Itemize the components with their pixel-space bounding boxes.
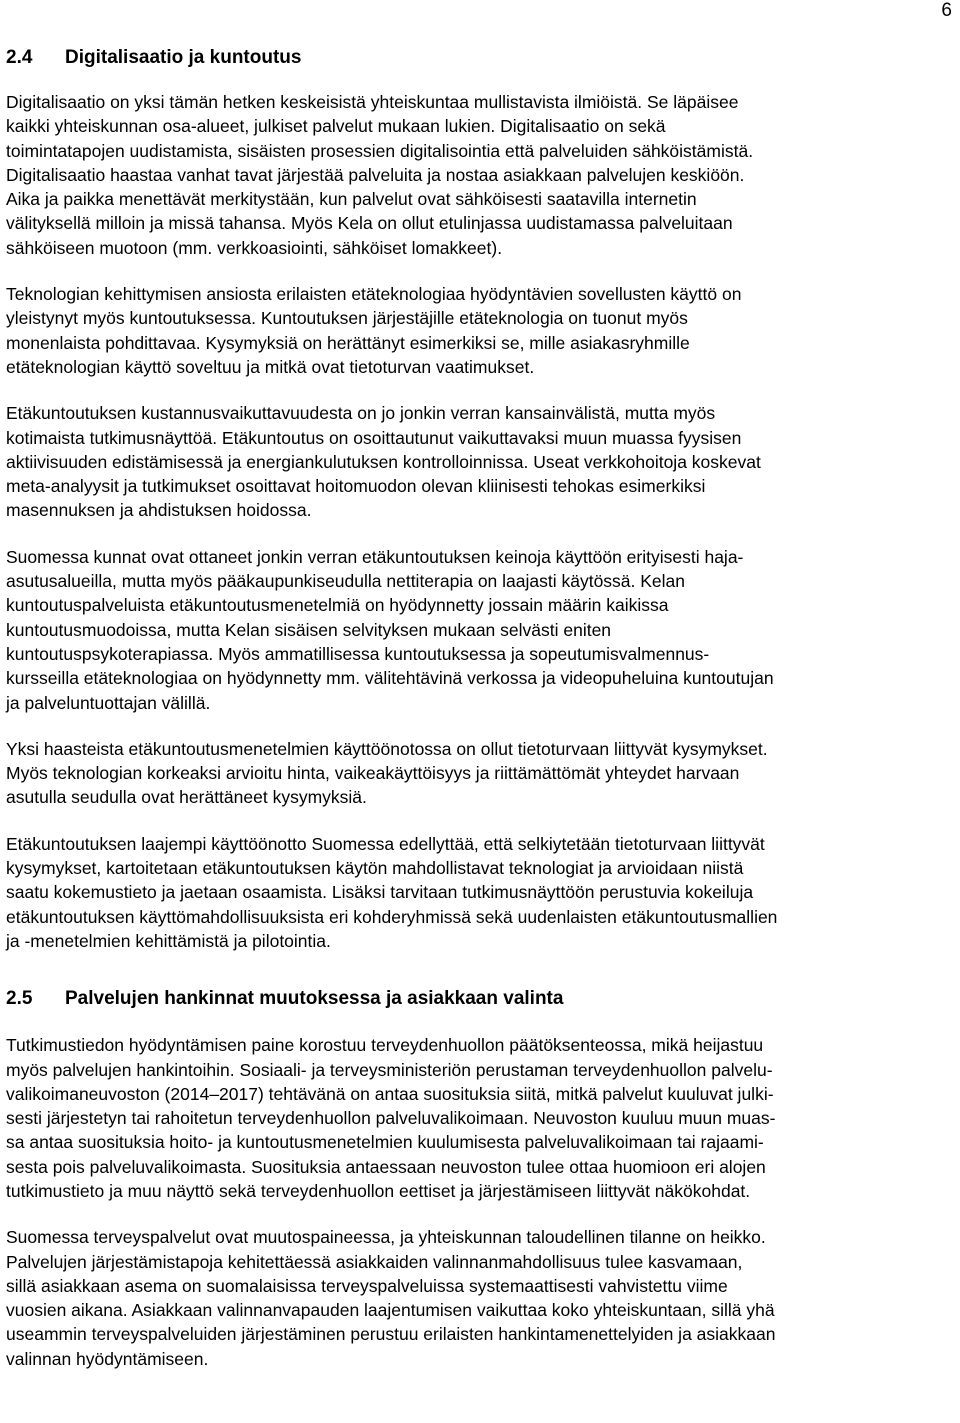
section-number: 2.4 bbox=[6, 47, 33, 68]
text-line: Suomessa kunnat ovat ottaneet jonkin verran etäkuntoutuksen keinoja käyttöön erityisesti haja- bbox=[6, 546, 744, 567]
text-line: ja -menetelmien kehittämistä ja pilotointia. bbox=[6, 930, 331, 951]
text-line: myös palvelujen hankintoihin. Sosiaali- ja terveysministeriön perustaman terveydenhuollon palvelu- bbox=[6, 1059, 773, 1080]
paragraph bbox=[6, 90, 954, 260]
text-line: kuntoutusmuodoissa, mutta Kelan sisäisen selvityksen mukaan selvästi eniten bbox=[6, 619, 612, 640]
text-line: Etäkuntoutuksen kustannusvaikuttavuudesta on jo jonkin verran kansainvälistä, mutta myös bbox=[6, 403, 716, 424]
section-heading bbox=[6, 987, 954, 1011]
text-line: Etäkuntoutuksen laajempi käyttöönotto Suomessa edellyttää, että selkiytetään tietoturvaan liittyvät bbox=[6, 833, 765, 854]
text-line: kaikki yhteiskunnan osa-alueet, julkiset palvelut mukaan lukien. Digitalisaatio on sekä bbox=[6, 116, 666, 137]
text-line: asutulla seudulla ovat herättäneet kysymyksiä. bbox=[6, 787, 367, 808]
text-line: vuosien aikana. Asiakkaan valinnanvapauden laajentumisen vaikuttaa koko yhteiskuntaan, sillä yhä bbox=[6, 1300, 775, 1321]
paragraph bbox=[6, 282, 954, 379]
text-line: masennuksen ja ahdistuksen hoidossa. bbox=[6, 500, 312, 521]
text-line: Aika ja paikka menettävät merkitystään, kun palvelut ovat sähköisesti saatavilla internetin bbox=[6, 189, 697, 210]
text-line: aktiivisuuden edistämisessä ja energiankulutuksen kontrolloinnissa. Useat verkkohoitoja koskevat bbox=[6, 451, 761, 472]
page-number: 6 bbox=[941, 0, 952, 21]
text-line: sa antaa suosituksia hoito- ja kuntoutusmenetelmien kuulumisesta palveluvalikoimaan tai rajaami- bbox=[6, 1132, 764, 1153]
text-line: meta-analyysit ja tutkimukset osoittavat hoitomuodon olevan kliinisesti tehokas esimerkiksi bbox=[6, 476, 706, 497]
text-line: Digitalisaatio on yksi tämän hetken keskeisistä yhteiskuntaa mullistavista ilmiöistä. Se läpäisee bbox=[6, 92, 739, 112]
text-line: Teknologian kehittymisen ansiosta erilaisten etäteknologiaa hyödyntävien sovellusten käyttö on bbox=[6, 284, 742, 305]
section-heading bbox=[6, 46, 954, 70]
paragraph bbox=[6, 737, 954, 810]
text-line: sesta pois palveluvalikoimasta. Suosituksia antaessaan neuvoston tulee ottaa huomioon eri alojen bbox=[6, 1156, 766, 1177]
text-line: saatu kokemustieto ja jaetaan osaamista. Lisäksi tarvitaan tutkimusnäyttöön perustuvia kokeiluja bbox=[6, 882, 754, 903]
text-line: asutusalueilla, mutta myös pääkaupunkiseudulla nettiterapia on laajasti käytössä. Kelan bbox=[6, 571, 686, 592]
text-line: ja palveluntuottajan välillä. bbox=[6, 692, 211, 713]
text-line: yleistynyt myös kuntoutuksessa. Kuntoutuksen järjestäjille etäteknologia on tuonut myös bbox=[6, 308, 688, 329]
text-line: kuntoutuspsykoterapiassa. Myös ammatillisessa kuntoutuksessa ja sopeutumisvalmennus- bbox=[6, 643, 710, 664]
section-number: 2.5 bbox=[6, 988, 33, 1010]
text-line: valinnan hyödyntämiseen. bbox=[6, 1348, 209, 1369]
text-line: sillä asiakkaan asema on suomalaisissa terveyspalveluissa systemaattisesti vahvistettu viime bbox=[6, 1275, 728, 1296]
paragraph bbox=[6, 1225, 954, 1371]
paragraph bbox=[6, 832, 954, 953]
paragraph bbox=[6, 401, 954, 522]
text-line: Suomessa terveyspalvelut ovat muutospaineessa, ja yhteiskunnan taloudellinen tilanne on heikko. bbox=[6, 1227, 766, 1248]
text-line: valikoimaneuvoston (2014–2017) tehtävänä on antaa suosituksia siitä, mitkä palvelut kuuluvat julki- bbox=[6, 1083, 774, 1104]
text-line: kysymykset, kartoitetaan etäkuntoutuksen käytön mahdollistavat teknologiat ja arvioidaan niistä bbox=[6, 858, 744, 879]
text-line: kuntoutuspalveluista etäkuntoutusmenetelmiä on hyödynnetty jossain määrin kaikissa bbox=[6, 595, 669, 616]
text-line: Palvelujen järjestämistapoja kehitettäessä asiakkaiden valinnanmahdollisuus tulee kasvamaan, bbox=[6, 1251, 743, 1272]
text-line: etäteknologian käyttö soveltuu ja mitkä ovat tietoturvan vaatimukset. bbox=[6, 356, 535, 377]
text-line: Myös teknologian korkeaksi arvioitu hinta, vaikeakäyttöisyys ja riittämättömät yhteydet harvaan bbox=[6, 763, 740, 784]
text-line: Tutkimustiedon hyödyntämisen paine korostuu terveydenhuollon päätöksenteossa, mikä heijastuu bbox=[6, 1035, 764, 1056]
text-line: toimintatapojen uudistamista, sisäisten prosessien digitalisointia että palveluiden sähköistämistä. bbox=[6, 140, 754, 161]
text-line: sähköiseen muotoon (mm. verkkoasiointi, sähköiset lomakkeet). bbox=[6, 237, 503, 258]
paragraph bbox=[6, 1033, 954, 1203]
text-line: monenlaista pohdittavaa. Kysymyksiä on herättänyt esimerkiksi se, mille asiakasryhmille bbox=[6, 332, 690, 353]
paragraph bbox=[6, 545, 954, 715]
section-title: Palvelujen hankinnat muutoksessa ja asiakkaan valinta bbox=[65, 988, 564, 1010]
section-title: Digitalisaatio ja kuntoutus bbox=[65, 47, 302, 68]
text-line: useammin terveyspalveluiden järjestäminen perustuu erilaisten hankintamenettelyiden ja asiakkaan bbox=[6, 1324, 776, 1345]
text-line: tutkimustieto ja muu näyttö sekä terveydenhuollon eettiset ja järjestämiseen liittyvät näkökohdat. bbox=[6, 1180, 751, 1201]
text-line: Digitalisaatio haastaa vanhat tavat järjestää palveluita ja nostaa asiakkaan palvelujen keskiöön. bbox=[6, 164, 745, 185]
text-line: Yksi haasteista etäkuntoutusmenetelmien käyttöönotossa on ollut tietoturvaan liittyvät kysymykset. bbox=[6, 738, 768, 759]
text-line: kursseilla etäteknologiaa on hyödynnetty mm. välitehtävinä verkossa ja videopuheluina kuntoutujan bbox=[6, 668, 774, 689]
document-body bbox=[6, 46, 954, 1371]
text-line: välityksellä milloin ja missä tahansa. Myös Kela on ollut etulinjassa uudistamassa palveluitaan bbox=[6, 213, 733, 234]
text-line: sesti järjestetyn tai rahoitetun terveydenhuollon palveluvalikoimaan. Neuvoston kuuluu muun muas- bbox=[6, 1108, 776, 1129]
text-line: etäkuntoutuksen käyttömahdollisuuksista eri kohderyhmissä sekä uudenlaisten etäkuntoutusmallien bbox=[6, 906, 778, 927]
text-line: kotimaista tutkimusnäyttöä. Etäkuntoutus on osoittautunut vaikuttavaksi muun muassa fyysisen bbox=[6, 427, 742, 448]
